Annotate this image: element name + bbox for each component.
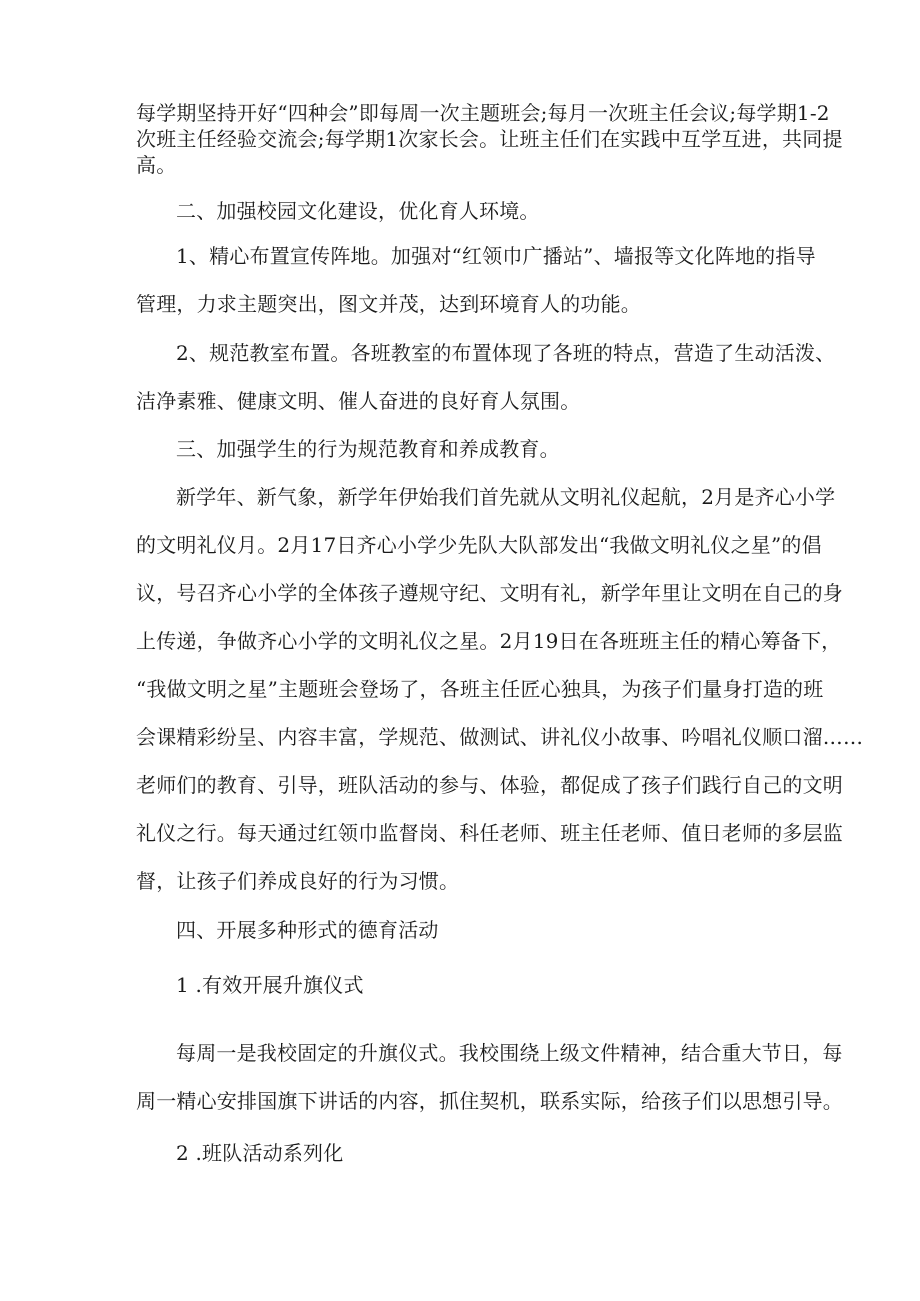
paragraph-line: 会课精彩纷呈、内容丰富，学规范、做测试、讲礼仪小故事、吟唱礼仪顺口溜……	[136, 725, 864, 749]
paragraph-line: 高。	[136, 153, 177, 177]
paragraph-line: 每周一是我校固定的升旗仪式。我校围绕上级文件精神，结合重大节日，每	[176, 1041, 843, 1065]
section-heading: 四、开展多种形式的德育活动	[176, 918, 439, 942]
paragraph-line: 次班主任经验交流会;每学期1次家长会。让班主任们在实践中互学互进，共同提	[136, 127, 843, 151]
paragraph-line: 礼仪之行。每天通过红领巾监督岗、科任老师、班主任老师、值日老师的多层监	[136, 821, 843, 845]
paragraph-line: 的文明礼仪月。2月17日齐心小学少先队大队部发出“我做文明礼仪之星”的倡	[136, 533, 822, 557]
paragraph-line: 每学期坚持开好“四种会”即每周一次主题班会;每月一次班主任会议;每学期1-2	[136, 101, 830, 125]
paragraph-line: 新学年、新气象，新学年伊始我们首先就从文明礼仪起航，2月是齐心小学	[176, 485, 836, 509]
paragraph-line: 洁净素雅、健康文明、催人奋进的良好育人氛围。	[136, 389, 581, 413]
paragraph-line: 议，号召齐心小学的全体孩子遵规守纪、文明有礼，新学年里让文明在自己的身	[136, 581, 843, 605]
subsection-heading: 2 .班队活动系列化	[176, 1141, 344, 1165]
section-heading: 二、加强校园文化建设，优化育人环境。	[176, 199, 540, 223]
paragraph-line: 1、精心布置宣传阵地。加强对“红领巾广播站”、墙报等文化阵地的指导	[176, 244, 816, 268]
paragraph-line: 督，让孩子们养成良好的行为习惯。	[136, 869, 460, 893]
paragraph-line: 2、规范教室布置。各班教室的布置体现了各班的特点，营造了生动活泼、	[176, 341, 836, 365]
subsection-heading: 1 .有效开展升旗仪式	[176, 973, 364, 997]
paragraph-line: 管理，力求主题突出，图文并茂，达到环境育人的功能。	[136, 292, 641, 316]
paragraph-line: 周一精心安排国旗下讲话的内容，抓住契机，联系实际，给孩子们以思想引导。	[136, 1089, 843, 1113]
paragraph-line: 上传递，争做齐心小学的文明礼仪之星。2月19日在各班班主任的精心筹备下，	[136, 629, 842, 653]
paragraph-line: 老师们的教育、引导，班队活动的参与、体验，都促成了孩子们践行自己的文明	[136, 773, 843, 797]
paragraph-line: “我做文明之星”主题班会登场了，各班主任匠心独具，为孩子们量身打造的班	[136, 677, 824, 701]
section-heading: 三、加强学生的行为规范教育和养成教育。	[176, 437, 560, 461]
